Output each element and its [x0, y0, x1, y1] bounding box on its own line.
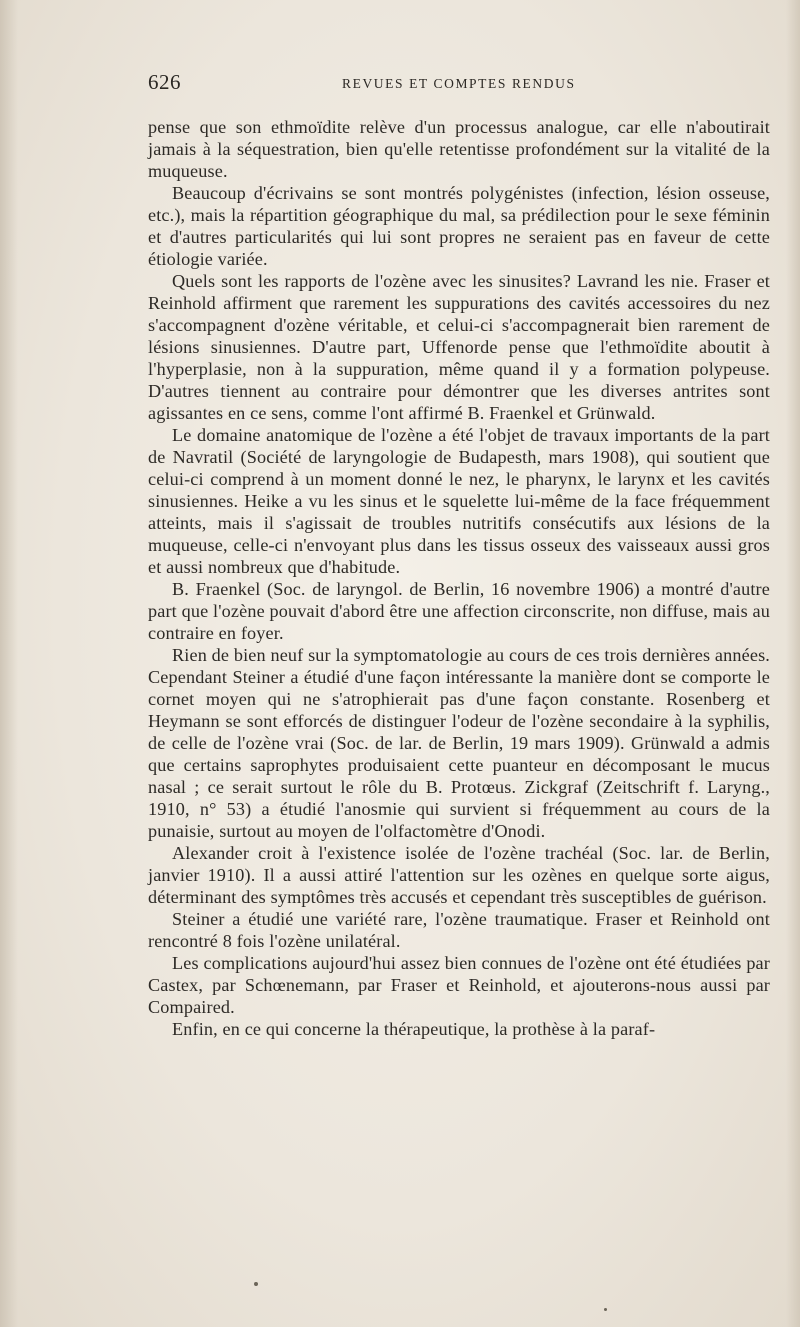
running-head: REVUES ET COMPTES RENDUS	[342, 76, 576, 91]
paper-speck	[254, 1282, 258, 1286]
body-text	[148, 116, 770, 1040]
page-edge-shadow-right	[786, 0, 800, 1327]
paragraph-3: Quels sont les rapports de l'ozène avec les sinusites? Lavrand les nie. Fraser et Reinhold affirment que rarement les suppurations des cavités accessoires du nez s'accompagnent d'ozène véritable, et celui-ci s'accompagnerait bien rarement de lésions sinusiennes. D'autre part, Uffenorde pense que l'ethmoïdite aboutit à l'hyperplasie, non à la suppuration, même quand il y a formation polypeuse. D'autres tiennent au contraire pour démontrer que les diverses antrites sont agissantes en ce sens, comme l'ont affirmé B. Fraenkel et Grünwald.	[148, 271, 770, 423]
paper-speck	[604, 1308, 607, 1311]
page-header	[148, 70, 768, 100]
page-number: 626	[148, 70, 181, 94]
paragraph-10: Enfin, en ce qui concerne la thérapeutique, la prothèse à la paraf-	[172, 1019, 656, 1039]
paragraph-9: Les complications aujourd'hui assez bien connues de l'ozène ont été étudiées par Castex, par Schœnemann, par Fraser et Reinhold, et ajouterons-nous aussi par Compaired.	[148, 953, 770, 1017]
paragraph-2: Beaucoup d'écrivains se sont montrés polygénistes (infection, lésion osseuse, etc.), mais la répartition géographique du mal, sa prédilection pour le sexe féminin et d'autres particularités qui lui sont propres ne seraient pas en faveur de cette étiologie variée.	[148, 183, 770, 269]
paragraph-5: B. Fraenkel (Soc. de laryngol. de Berlin, 16 novembre 1906) a montré d'autre part que l'ozène pouvait d'abord être une affection circonscrite, non diffuse, mais au contraire en foyer.	[148, 579, 770, 643]
paragraph-4: Le domaine anatomique de l'ozène a été l'objet de travaux importants de la part de Navratil (Société de laryngologie de Budapesth, mars 1908), qui soutient que celui-ci comprend à un moment donné le nez, le pharynx, le larynx et les cavités sinusiennes. Heike a vu les sinus et le squelette lui-même de la face fréquemment atteints, mais il s'agissait de troubles nutritifs consécutifs aux lésions de la muqueuse, celle-ci n'envoyant plus dans les tissus osseux des vaisseaux aussi gros et aussi nombreux que d'habitude.	[148, 425, 770, 577]
paragraph-1: pense que son ethmoïdite relève d'un processus analogue, car elle n'aboutirait jamais à la séquestration, bien qu'elle retentisse profondément sur la vitalité de la muqueuse.	[148, 117, 770, 181]
page-edge-shadow-left	[0, 0, 18, 1327]
paragraph-6: Rien de bien neuf sur la symptomatologie au cours de ces trois dernières années. Cependant Steiner a étudié d'une façon intéressante la manière dont se comporte le cornet moyen qui ne s'atrophierait pas d'une façon constante. Rosenberg et Heymann se sont efforcés de distinguer l'odeur de l'ozène secondaire à la syphilis, de celle de l'ozène vrai (Soc. de lar. de Berlin, 19 mars 1909). Grünwald a admis que certains saprophytes produisaient cette puanteur en décomposant le mucus nasal ; ce serait surtout le rôle du B. Protœus. Zickgraf (Zeitschrift f. Laryng., 1910, n° 53) a étudié l'anosmie qui survient si fréquemment au cours de la punaisie, surtout au moyen de l'olfactomètre d'Onodi.	[148, 645, 770, 841]
paragraph-7: Alexander croit à l'existence isolée de l'ozène trachéal (Soc. lar. de Berlin, janvier 1910). Il a aussi attiré l'attention sur les ozènes en quelque sorte aigus, déterminant des symptômes très accusés et cependant très susceptibles de guérison.	[148, 843, 770, 907]
paragraph-8: Steiner a étudié une variété rare, l'ozène traumatique. Fraser et Reinhold ont rencontré 8 fois l'ozène unilatéral.	[148, 909, 770, 951]
